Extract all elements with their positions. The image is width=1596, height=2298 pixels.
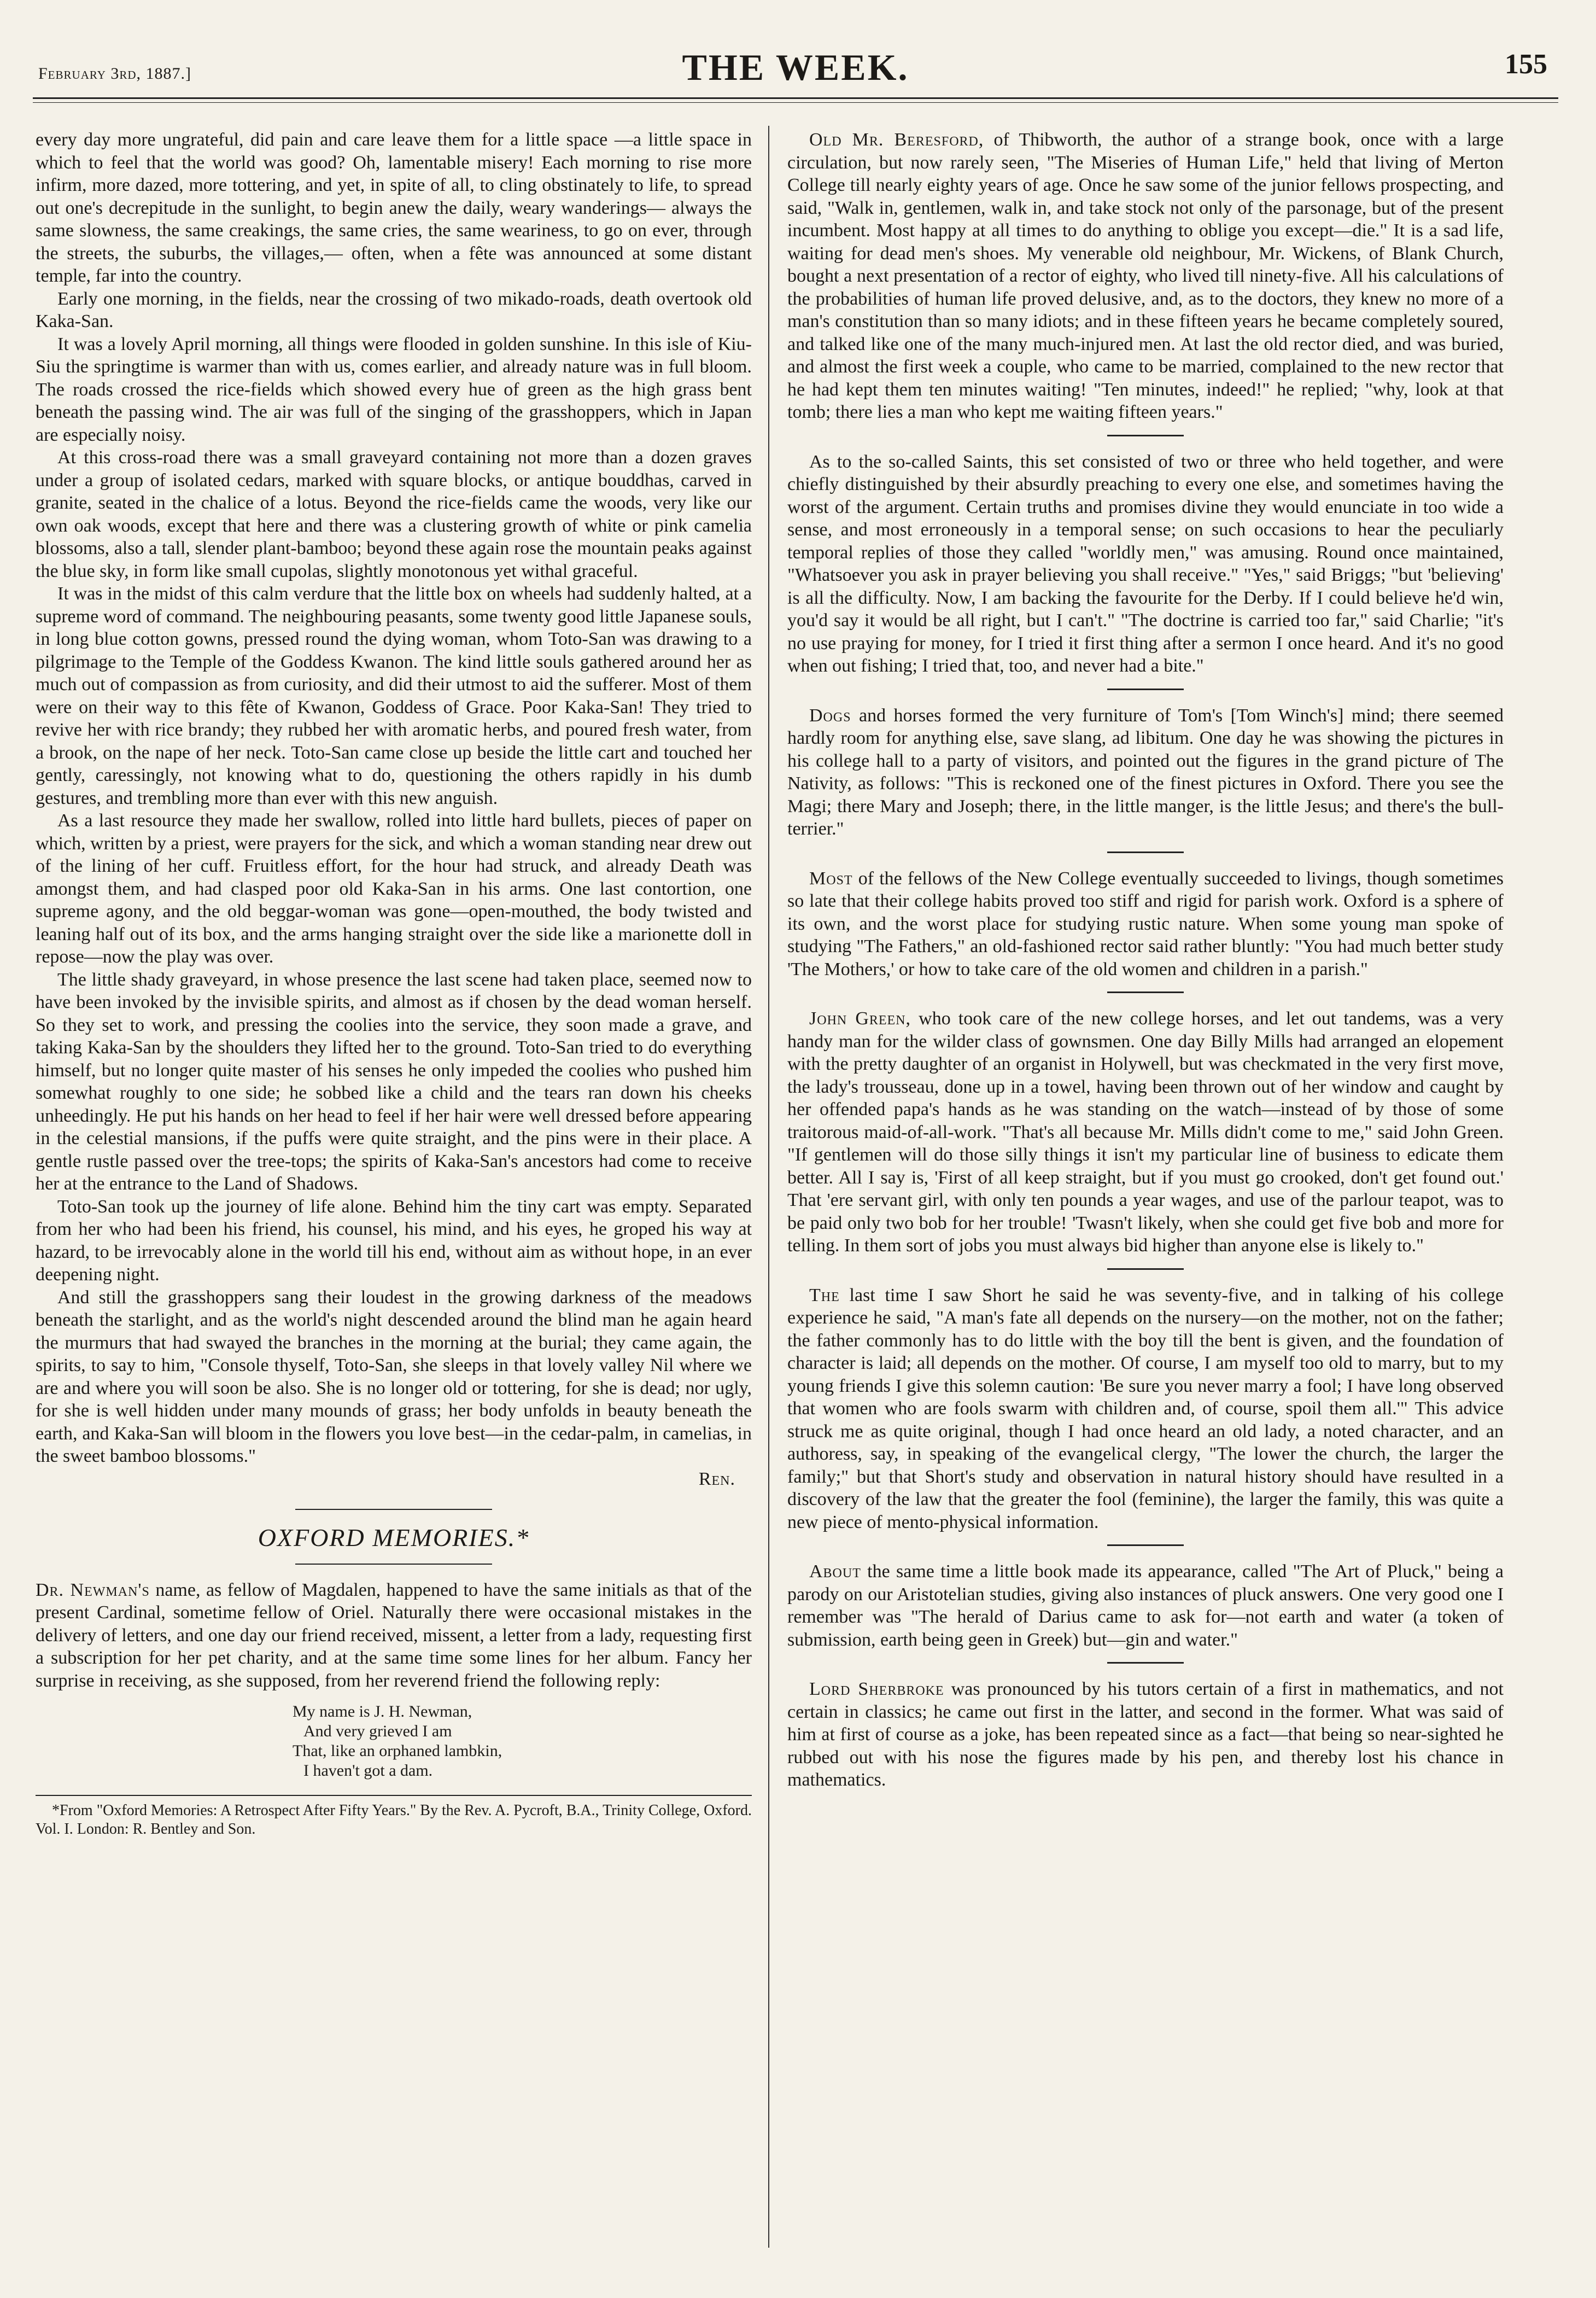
story-paragraph: It was a lovely April morning, all things were flooded in golden sunshine. In this isle of Kiu-Siu the springtime is warmer than with us, comes earlier, and already nature was in full bloom. The roads crossed the rice-fields which showed every hue of green as the high grass bent beneath the passing wind. The air was full of the singing of the grasshoppers, which in Japan are especially noisy.	[36, 334, 752, 445]
lead-words: Old Mr. Beresford,	[809, 130, 984, 150]
intro-text: name, as fellow of Magdalen, happened to have the same initials as that of the present Cardinal, sometime fellow of Oriel. Naturally there were occasional mistakes in the delivery of letters, and one day our friend received, missent, a letter from a lady, requesting first a subscription for her pet charity, and at the same time some lines for her album. Fancy her surprise in receiving, as she supposed, from her reverend friend the following reply:	[36, 1579, 752, 1691]
anecdote-rule	[1107, 1662, 1184, 1664]
anecdote-text: As to the so-called Saints, this set consisted of two or three who held together, and were chiefly distinguished by their absurdly preaching to every one else, and sometimes having the worst of the argument. Certain truths and promises divine they would enunciate in too wide a sense, and most erroneously in a temporal sense; on such occasions to hear the peculiarly temporal replies of those they called "worldly men," was amusing. Round once maintained, "Whatsoever you ask in prayer believing you shall receive." "Yes," said Briggs; "but 'believing' is all the difficulty. Now, I am backing the favourite for the Derby. If I could believe he'd win, you'd say it would be all right, but I can't." "The doctrine is carried too far," said Charlie; "it's no use praying for money, for I tried it first thing after a sermon I once heard. And it's no good when out fishing; I tried that, too, and never had a bite."	[787, 451, 1504, 676]
right-column	[787, 129, 1504, 1803]
story-paragraph: every day more ungrateful, did pain and care leave them for a little space —a little space in which to feel that the world was good? Oh, lamentable misery! Each morning to rise more infirm, more dazed, more tottering, and yet, in spite of all, to cling obstinately to life, to spread out one's decrepitude in the sunlight, to begin anew the daily, weary wanderings— always the same slowness, the same creakings, the same cries, the same weariness, to go on ever, through the streets, the suburbs, the villages,— often, when a fête was announced at some distant temple, far into the country.	[36, 130, 752, 286]
anecdote-text: and horses formed the very furniture of Tom's [Tom Winch's] mind; there seemed hardly room for anything else, save slang, ad libitum. One day he was showing the pictures in his college hall to a party of visitors, and pointed out the figures in the grand picture of The Nativity, as follows: "This is reckoned one of the finest pictures in Oxford. There you see the Magi; there Mary and Joseph; there, in the little manger, is the little Jesus; and there's the bull-terrier."	[787, 705, 1504, 839]
story-paragraph: As a last resource they made her swallow, rolled into little hard bullets, pieces of paper on which, written by a priest, were prayers for the sick, and which a woman standing near drew out of the lining of her cuff. Fruitless effort, for the hour had struck, and already Death was amongst them, and had clasped poor old Kaka-San in his arms. One last contortion, one supreme agony, and the old beggar-woman was gone—open-mouthed, the body twisted and leaning half out of its box, and the arms hanging straight over the side like a marionette doll in repose—now the play was over.	[36, 810, 752, 967]
lead-words: About	[809, 1561, 861, 1582]
story-paragraph: Toto-San took up the journey of life alone. Behind him the tiny cart was empty. Separated from her who had been his friend, his counsel, his mind, and his eyes, he groped his way at hazard, to be irrevocably alone in the world till his end, without aim as without hope, in an ever deepening night.	[36, 1196, 752, 1285]
page-header	[33, 33, 1558, 98]
page-number: 155	[1505, 49, 1547, 80]
anecdote	[787, 129, 1504, 424]
anecdote	[787, 704, 1504, 841]
lead-words: Dogs	[809, 705, 851, 726]
anecdote	[787, 1560, 1504, 1651]
lead-words: Dr. Newman's	[36, 1579, 150, 1600]
story-paragraph: And still the grasshoppers sang their loudest in the growing darkness of the meadows beneath the starlight, and as the world's night descended around the blind man he again heard the murmurs that had swayed the branches in the morning at the burial; they came again, the spirits, to say to him, "Console thyself, Toto-San, she sleeps in that lovely valley Nil where we are and where you will soon be also. She is no longer old or tottering, for she is dead; nor ugly, for she is well hidden under many mounds of grass; her body unfolds in beauty beneath the earth, and Kaka-San will bloom in the flowers you love best—in the cedar-palm, in camelias, in the sweet bamboo blossoms."	[36, 1287, 752, 1466]
header-rule	[33, 97, 1558, 103]
story-body	[36, 129, 752, 1490]
anecdote	[787, 1678, 1504, 1792]
story-paragraph: Early one morning, in the fields, near the crossing of two mikado-roads, death overtook old Kaka-San.	[36, 288, 752, 331]
anecdote-text: last time I saw Short he said he was seventy-five, and in talking of his college experience he said, "A man's fate all depends on the nursery—on the mother, not on the father; the father commonly has to do little with the boy till the bent is given, and the foundation of character is laid; all depends on the mother. Of course, I am myself too old to marry, but to my young friends I give this solemn caution: 'Be sure you never marry a fool; I have long observed that women who are fools swarm with children and, of course, spoil them all.'" This advice struck me as quite original, though I had once heard an old lady, a noted character, and an authoress, say, in speaking of the evangelical clergy, "The lower the church, the larger the family;" but that Short's study and observation in natural history should have resulted in a discovery of the law that the greater the fool (feminine), the larger the family, this was quite a new piece of mento-physical information.	[787, 1285, 1504, 1532]
poem-line: And very grieved I am	[303, 1722, 452, 1740]
section-rule	[295, 1509, 492, 1510]
newspaper-page	[33, 33, 1558, 2270]
anecdote-text: the same time a little book made its appearance, called "The Art of Pluck," being a parody on our Aristotelian studies, giving also instances of pluck answers. One very good one I remember was "The herald of Darius came to ask for—not earth and water (a token of submission, earth being geen in Greek) but—gin and water."	[787, 1561, 1504, 1650]
anecdote	[787, 1007, 1504, 1257]
anecdote-rule	[1107, 991, 1184, 993]
poem-line: I haven't got a dam.	[303, 1762, 433, 1780]
lead-words: John Green,	[809, 1008, 911, 1029]
anecdote-text: of Thibworth, the author of a strange book, once with a large circulation, but now rarely seen, "The Miseries of Human Life," held that living of Merton College till nearly eighty years of age. Once he saw some of the junior fellows prospecting, and said, "Walk in, gentlemen, walk in, and take stock not only of the parsonage, but of the present incumbent. Most happy at all times to do anything to oblige you except—die." It is a sad life, waiting for dead men's shoes. My venerable old neighbour, Mr. Wickens, of Blank Church, bought a next presentation of a rector of eighty, who lived till ninety-five. All his calculations of the probabilities of human life proved delusive, and, as to the doctors, they knew no more of a man's constitution than so many idiots; and in these fifteen years he became completely soured, and talked like one of the many much-injured men. At last the old rector died, and was buried, and almost the first week a couple, who came to be married, complained to the new rector that he had kept them ten minutes waiting! "Ten minutes, indeed!" he replied; "why, look at that tomb; there lies a man who kept me waiting fifteen years."	[787, 130, 1504, 422]
oxford-intro	[36, 1579, 752, 1693]
story-paragraph: It was in the midst of this calm verdure that the little box on wheels had suddenly halted, at a supreme word of command. The neighbouring peasants, some twenty good little Japanese souls, in long blue cotton gowns, pressed round the dying woman, whom Toto-San was drawing to a pilgrimage to the Temple of the Goddess Kwanon. The kind little souls gathered around her as much out of compassion as from curiosity, and did their utmost to aid the sufferer. Most of them were on their way to this fête of Kwanon, Goddess of Grace. Poor Kaka-San! They tried to revive her with rice brandy; they rubbed her with aromatic herbs, and poured fresh water, from a brook, on the nape of her neck. Toto-San came close up beside the little cart and touched her gently, caressingly, not knowing what to do, questioning the others rapidly in his dumb gestures, and trembling more than ever with this new anguish.	[36, 584, 752, 808]
lead-words: Lord Sherbroke	[809, 1679, 944, 1699]
footnote-rule	[36, 1795, 752, 1796]
issue-date: February 3rd, 1887.]	[38, 65, 192, 83]
anecdote-rule	[1107, 1544, 1184, 1546]
story-paragraph: At this cross-road there was a small graveyard containing not more than a dozen graves under a group of isolated cedars, marked with square blocks, or antique bouddhas, carved in granite, seated in the chalice of a lotus. Beyond the rice-fields came the woods, very like our own oak woods, except that here and there was a clustering growth of white or pink camelia blossoms, also a tall, slender plant-bamboo; beyond these again rose the mountain peaks against the blue sky, in form like small cupolas, slightly monotonous yet withal graceful.	[36, 447, 752, 581]
anecdote	[787, 451, 1504, 678]
poem-line: My name is J. H. Newman,	[293, 1702, 472, 1720]
poem	[293, 1702, 752, 1781]
anecdote	[787, 867, 1504, 981]
anecdote-rule	[1107, 435, 1184, 436]
column-divider	[768, 126, 769, 2248]
anecdote-text: who took care of the new college horses, and let out tandems, was a very handy man for the wilder class of gownsmen. One day Billy Mills had arranged an elopement with the pretty daughter of an organist in Holywell, but was checkmated in the very first move, the lady's trousseau, done up in a towel, having been thrown out of her window and caught by her offended papa's hands as he was standing on the watch—instead of by those of some traitorous maid-of-all-work. "That's all because Mr. Mills didn't come to me," said John Green. "If gentlemen will do those silly things it isn't my particular line of business to edicate them better. All I say is, 'First of all keep straight, but if you must go crooked, don't get found out.' That 'ere servant girl, with only ten pounds a year wages, and use of the parlour teapot, was to be paid only two bob for her trouble! 'Twasn't likely, when she could get five bob and more for telling. In them sort of jobs you must always bid higher than anyone else is likely to."	[787, 1008, 1504, 1256]
story-paragraph: The little shady graveyard, in whose presence the last scene had taken place, seemed now to have been invoked by the invisible spirits, and almost as if chosen by the dead woman herself. So they set to work, and pressing the coolies into the service, they soon made a grave, and taking Kaka-San by the shoulders they lifted her to the ground. Toto-San tried to do everything himself, but no longer quite master of his senses he only impeded the coolies who pushed him somewhat roughly to one side; he sobbed like a child and the tears ran down his cheeks unheedingly. He put his hands on her head to feel if her hair were well dressed before appearing in the celestial mansions, if the puffs were quite straight, and the pins were in their place. A gentle rustle passed over the tree-tops; the spirits of Kaka-San's ancestors had come to receive her at the entrance to the Land of Shadows.	[36, 969, 752, 1194]
lead-words: Most	[809, 868, 853, 889]
author-signature: Ren.	[698, 1468, 735, 1489]
footnote: *From "Oxford Memories: A Retrospect After Fifty Years." By the Rev. A. Pycroft, B.A., Trinity College, Oxford. Vol. I. London: R. Bentley and Son.	[36, 1802, 752, 1838]
anecdote-rule	[1107, 1268, 1184, 1270]
section-title: OXFORD MEMORIES.*	[258, 1524, 530, 1552]
poem-line: That, like an orphaned lambkin,	[293, 1742, 502, 1760]
title-rule	[295, 1564, 492, 1565]
anecdote	[787, 1284, 1504, 1534]
anecdote-text: of the fellows of the New College eventually succeeded to livings, though sometimes so late that their college habits proved too stiff and rigid for parish work. Oxford is a sphere of its own, and the worst place for studying rustic nature. When some young man spoke of studying "The Fathers," an old-fashioned rector said rather bluntly: "You had much better study 'The Mothers,' or how to take care of the old women and children in a parish."	[787, 868, 1504, 979]
anecdote-rule	[1107, 851, 1184, 853]
anecdote-rule	[1107, 689, 1184, 690]
publication-title: THE WEEK.	[682, 46, 909, 88]
lead-words: The	[809, 1285, 840, 1305]
anecdote-text: was pronounced by his tutors certain of a first in mathematics, and not certain in classics; he came out first in the latter, and second in the former. What was said of him at first of course as a joke, has been repeated since as a fact—that being so near-sighted he rubbed out with his nose the figures made by his pen, and thereby lost his chance in mathematics.	[787, 1679, 1504, 1790]
left-column	[36, 129, 752, 1839]
